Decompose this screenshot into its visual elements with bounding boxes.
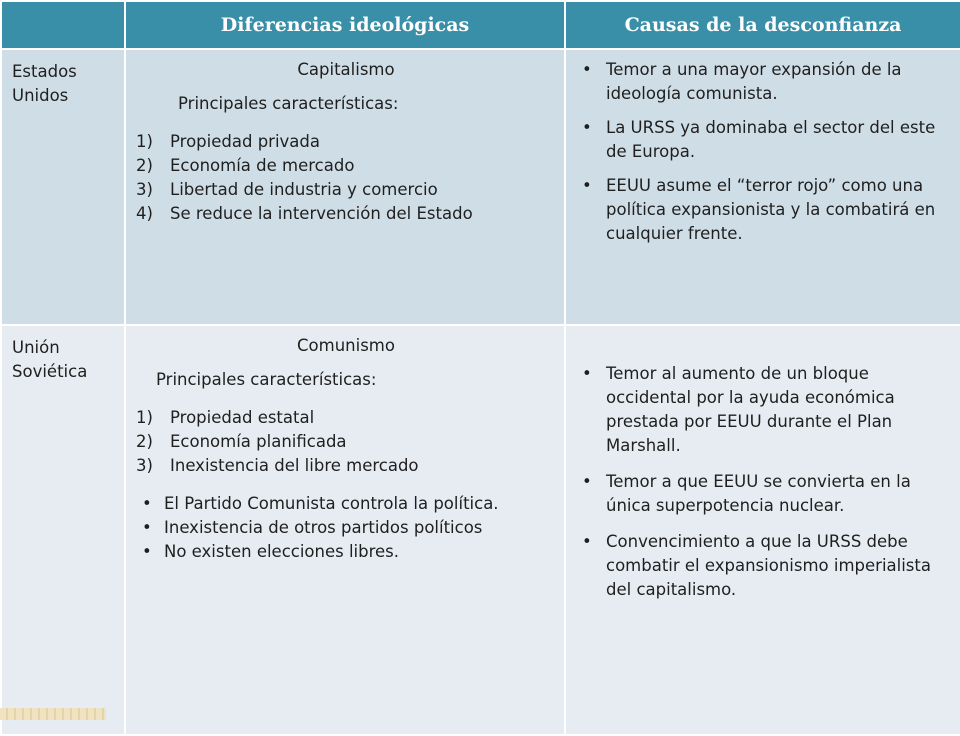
- list-text: Economía planificada: [170, 432, 347, 451]
- ideology-title: Comunismo: [297, 336, 395, 355]
- ideology-cell: [125, 49, 565, 325]
- table-row-usa: [1, 49, 960, 325]
- list-text: Libertad de industria y comercio: [170, 180, 438, 199]
- country-cell: Unión Soviética: [1, 325, 125, 735]
- list-item: [578, 58, 950, 106]
- list-number: 3): [136, 180, 153, 199]
- list-number: 1): [136, 408, 153, 427]
- feature-list: [134, 130, 558, 226]
- country-cell: Estados Unidos: [1, 49, 125, 325]
- list-item: [134, 406, 558, 430]
- table-header-row: [1, 1, 960, 49]
- list-text: Se reduce la intervención del Estado: [170, 204, 473, 223]
- footer-decoration: [0, 708, 106, 720]
- list-item: [134, 516, 558, 540]
- ideology-subtitle: Principales características:: [156, 370, 377, 389]
- bullet-icon: •: [582, 472, 592, 491]
- list-item: [134, 178, 558, 202]
- bullet-icon: •: [582, 532, 592, 551]
- header-ideology: Diferencias ideológicas: [125, 1, 565, 49]
- list-item: [134, 540, 558, 564]
- list-text: Propiedad privada: [170, 132, 320, 151]
- list-text: Temor al aumento de un bloque occidental por la ayuda económica prestada por EEUU durante el Plan Marshall.: [606, 364, 895, 455]
- list-number: 2): [136, 432, 153, 451]
- list-item: [134, 130, 558, 154]
- bullet-icon: •: [142, 518, 152, 537]
- list-item: [578, 470, 950, 518]
- list-item: [134, 202, 558, 226]
- list-item: [134, 492, 558, 516]
- bullet-icon: •: [582, 364, 592, 383]
- list-text: Inexistencia del libre mercado: [170, 456, 419, 475]
- list-item: [134, 430, 558, 454]
- list-item: [578, 362, 950, 458]
- feature-list: [134, 406, 558, 478]
- ideology-title: Capitalismo: [297, 60, 395, 79]
- list-item: [578, 116, 950, 164]
- bullet-icon: •: [142, 494, 152, 513]
- list-text: Inexistencia de otros partidos políticos: [164, 518, 483, 537]
- bullet-icon: •: [582, 176, 592, 195]
- causes-list: [578, 58, 950, 246]
- list-text: Propiedad estatal: [170, 408, 315, 427]
- list-text: Economía de mercado: [170, 156, 355, 175]
- header-causes: Causas de la desconfianza: [565, 1, 960, 49]
- list-text: No existen elecciones libres.: [164, 542, 400, 561]
- list-number: 3): [136, 456, 153, 475]
- list-text: Convencimiento a que la URSS debe combatir el expansionismo imperialista del capitalismo.: [606, 532, 931, 599]
- bullet-icon: •: [142, 542, 152, 561]
- table-row-ussr: [1, 325, 960, 735]
- bullet-icon: •: [582, 118, 592, 137]
- list-number: 4): [136, 204, 153, 223]
- list-item: [578, 174, 950, 246]
- header-corner-cell: [1, 1, 125, 49]
- list-text: La URSS ya dominaba el sector del este de Europa.: [606, 118, 936, 161]
- causes-list: [578, 362, 950, 602]
- causes-cell: [565, 49, 960, 325]
- list-item: [134, 454, 558, 478]
- extra-points-list: [134, 492, 558, 564]
- bullet-icon: •: [582, 60, 592, 79]
- list-number: 1): [136, 132, 153, 151]
- list-number: 2): [136, 156, 153, 175]
- list-text: El Partido Comunista controla la política.: [164, 494, 499, 513]
- ideology-cell: [125, 325, 565, 735]
- list-text: Temor a que EEUU se convierta en la única superpotencia nuclear.: [606, 472, 911, 515]
- list-item: [134, 154, 558, 178]
- list-text: Temor a una mayor expansión de la ideología comunista.: [606, 60, 902, 103]
- ideology-subtitle: Principales características:: [178, 94, 399, 113]
- causes-cell: [565, 325, 960, 735]
- list-text: EEUU asume el “terror rojo” como una política expansionista y la combatirá en cualquier frente.: [606, 176, 936, 243]
- list-item: [578, 530, 950, 602]
